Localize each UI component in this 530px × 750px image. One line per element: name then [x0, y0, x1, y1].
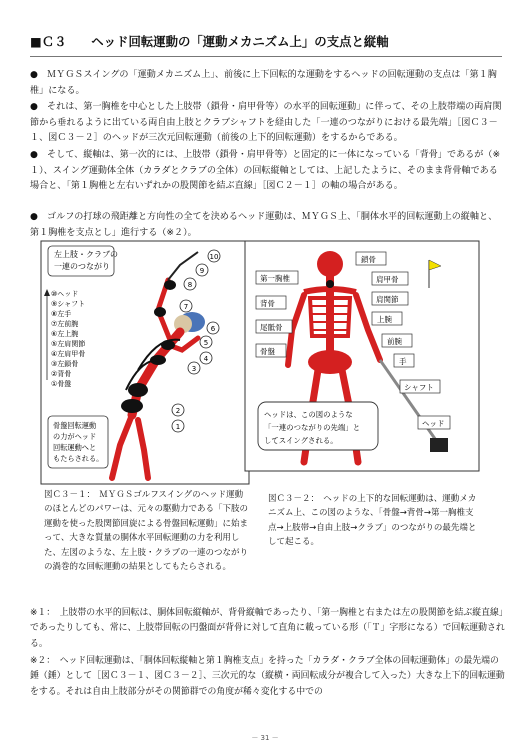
figure-c3-1 — [40, 240, 250, 485]
joint-number: 6 — [210, 325, 216, 333]
joint-number: 1 — [175, 423, 181, 431]
joint-number: 8 — [187, 281, 193, 289]
joint-number: 4 — [203, 355, 209, 363]
joint-number: 10 — [209, 253, 219, 261]
note-1: ※１： 上肢帯の水平的回転は、胴体回転縦軸が、背骨縦軸であったり、「第一胸椎と右または左の股関節を結ぶ縦直線」であったりしても、常に、上肢帯回転の円盤面が背骨に対して直角に載っている形（「Ｔ」字形になる）で回転運動される。 — [30, 608, 505, 649]
label-shoulder-joint: 肩関節 — [376, 295, 399, 304]
paragraph-1: ● ＭＹＧＳスイングの「運動メカニズム上」、前後に上下回転的な運動をするヘッドの回転運動の支点は「第１胸椎」になる。 — [30, 70, 497, 96]
joint-number: 2 — [175, 407, 181, 415]
label-clavicle: 鎖骨 — [361, 255, 376, 264]
bottom-label-line3: 回転運動へと — [53, 443, 97, 452]
paragraph-3: ● そして、縦軸は、第一次的には、上肢帯（鎖骨・肩甲骨等）と固定的に一体になっている「背骨」であるが（※１）、スイング運動体全体（カラダとクラブの全体）の回転縦軸としては、上記したように、そのまま背骨軸である場合と、「第１胸椎と左右いずれかの股関節を結ぶ直線」［図Ｃ２－１］の軸の場合がある。 — [30, 150, 501, 192]
label-forearm: 前腕 — [387, 337, 402, 346]
label-hand: 手 — [399, 357, 407, 366]
figure-c3-2 — [244, 240, 480, 472]
paragraph-2: ● それは、第一胸椎を中心とした上肢帯（鎖骨・肩甲骨等）の水平的回転運動」に伴って、その上肢帯端の両肩関節から垂れるように出ている両自由上肢とクラブシャフトを経由した「一連のつながりにおける最先端」［図Ｃ３－１、図Ｃ３－２］のヘッドが三次元回転運動（前後の上下的回転運動）をするからである。 — [30, 102, 502, 144]
legend-item: ⑤左肩関節 — [51, 340, 86, 348]
bottom-label-line1: 骨盤回転運動 — [53, 421, 97, 430]
legend-item: ⑩ヘッド — [51, 290, 79, 298]
bottom-label-line4: もたらされる。 — [53, 454, 104, 463]
joint-number: 9 — [199, 267, 205, 275]
label-head: ヘッド — [422, 419, 445, 428]
top-label-line1: 左上肢・クラブの — [54, 250, 118, 259]
label-spine: 背骨 — [260, 299, 275, 308]
caption-figure-1: 図Ｃ３－１： ＭＹＧＳゴルフスイングのヘッド運動のほとんどのパワーは、元々の駆動力である「下肢の運動を使った股関節回旋による骨盤回転運動」に始まって、大きな質量の胴体水平回転運動の力を利用した、左図のような、左上肢・クラブの一連のつながりの渦巻的な回転運動の結果としてもたらされる。 — [44, 490, 249, 573]
label-first-thoracic: 第一胸椎 — [260, 274, 290, 283]
caption-figure-2: 図Ｃ３－２： ヘッドの上下的な回転運動は、運動メカニズム上、この図のような、「骨盤→背骨→第一胸椎支点→上肢帯→自由上肢→クラブ」のつながりの最先端として起こる。 — [268, 494, 477, 548]
callout-line1: ヘッドは、この図のような — [264, 410, 353, 419]
note-2: ※２： ヘッド回転運動は、「胴体回転縦軸と第１胸椎支点」を持った「カラダ・クラブ全体の回転運動体」の最先端の錘（錘）として［図Ｃ３－１、図Ｃ３－２］、三次元的な（縦横・両回転成分が複合して入った）大きな上下的回転運動をする。それは自由上肢部分がその関節群での角度が稀々変化する中での — [30, 656, 505, 697]
top-label-line2: 一連のつながり — [54, 262, 110, 271]
label-scapula: 肩甲骨 — [376, 275, 399, 284]
page-number: － 31 － — [251, 734, 279, 742]
joint-number: 7 — [183, 303, 189, 311]
title-underline — [30, 56, 502, 57]
legend-item: ②背骨 — [51, 370, 72, 378]
legend-item: ①骨盤 — [51, 380, 72, 388]
bottom-label-line2: の力がヘッド — [53, 432, 97, 441]
label-upper-arm: 上腕 — [377, 315, 392, 324]
label-shaft: シャフト — [404, 383, 434, 392]
legend-item: ⑨シャフト — [51, 300, 86, 308]
legend-item: ⑥左上腕 — [51, 330, 79, 338]
legend-item: ④左肩甲骨 — [51, 350, 86, 358]
label-coccyx: 尾骶骨 — [260, 323, 283, 332]
section-title: ■Ｃ３ ヘッド回転運動の「運動メカニズム上」の支点と縦軸 — [30, 34, 389, 49]
paragraph-4: ● ゴルフの打球の飛距離と方向性の全てを決めるヘッド運動は、ＭＹＧＳ上、「胴体水平的回転運動上の縦軸と、第１胸椎を支点とし」進行する（※２）。 — [30, 212, 498, 238]
legend-item: ⑦左前腕 — [51, 320, 79, 328]
callout-line3: してスイングされる。 — [264, 436, 338, 445]
joint-number: 3 — [191, 365, 197, 373]
legend-item: ③左鎖骨 — [51, 360, 79, 368]
label-pelvis: 骨盤 — [260, 347, 275, 356]
joint-number: 5 — [203, 339, 209, 347]
callout-line2: 「一連のつながりの先端」と — [264, 423, 361, 432]
legend-item: ⑧左手 — [51, 310, 72, 318]
